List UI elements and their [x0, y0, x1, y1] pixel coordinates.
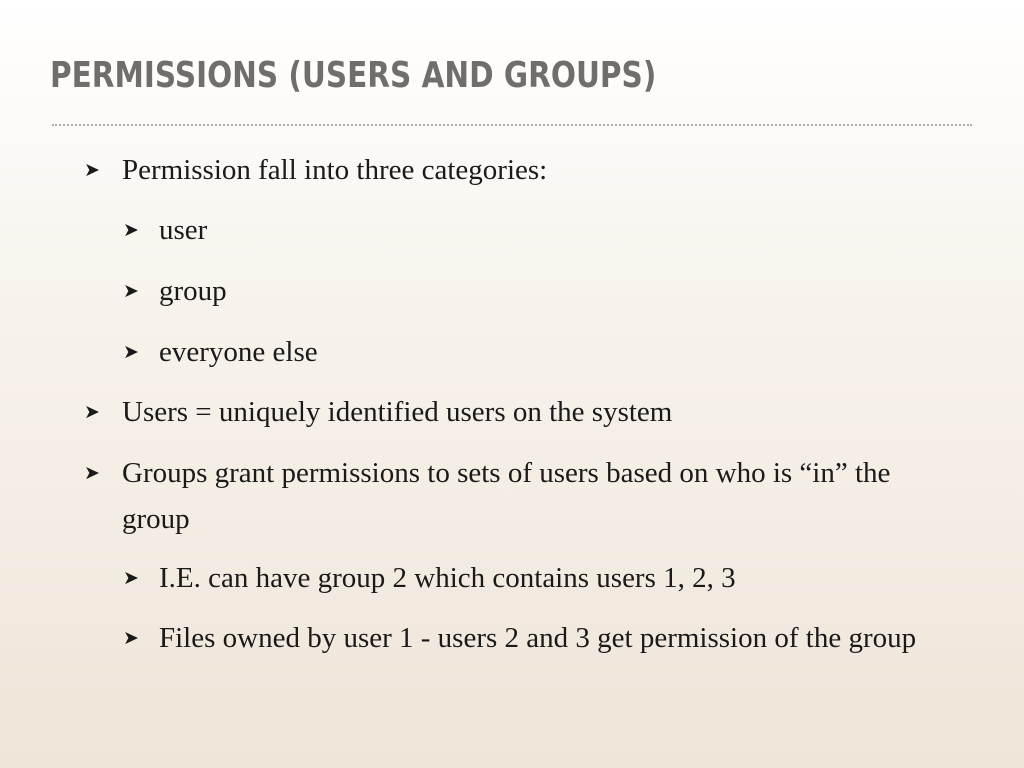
arrowhead-icon: ➤: [123, 627, 139, 649]
arrowhead-icon: ➤: [123, 280, 139, 302]
bullet-item: [123, 329, 959, 375]
bullet-item: [123, 207, 959, 253]
bullet-text: Permission fall into three categories:: [122, 154, 548, 186]
bullet-item: [123, 615, 959, 661]
slide-title: PERMISSIONS (USERS AND GROUPS): [50, 55, 657, 96]
arrowhead-icon: ➤: [123, 219, 139, 241]
bullet-item: [84, 147, 962, 193]
bullet-text: everyone else: [159, 336, 318, 368]
bullet-text: Groups grant permissions to sets of users based on who is “in” the group: [122, 457, 891, 535]
arrowhead-icon: ➤: [84, 159, 100, 181]
bullet-text: group: [159, 275, 227, 307]
arrowhead-icon: ➤: [123, 341, 139, 363]
arrowhead-icon: ➤: [84, 401, 100, 423]
bullet-item: [84, 450, 962, 542]
bullet-text: I.E. can have group 2 which contains users 1, 2, 3: [159, 562, 736, 594]
arrowhead-icon: ➤: [123, 567, 139, 589]
bullet-text: Files owned by user 1 - users 2 and 3 get permission of the group: [159, 622, 917, 654]
bullet-item: [123, 555, 959, 601]
bullet-item: [123, 268, 959, 314]
bullet-text: user: [159, 214, 208, 246]
bullet-item: [84, 389, 962, 435]
bullet-text: Users = uniquely identified users on the system: [122, 396, 673, 428]
arrowhead-icon: ➤: [84, 462, 100, 484]
